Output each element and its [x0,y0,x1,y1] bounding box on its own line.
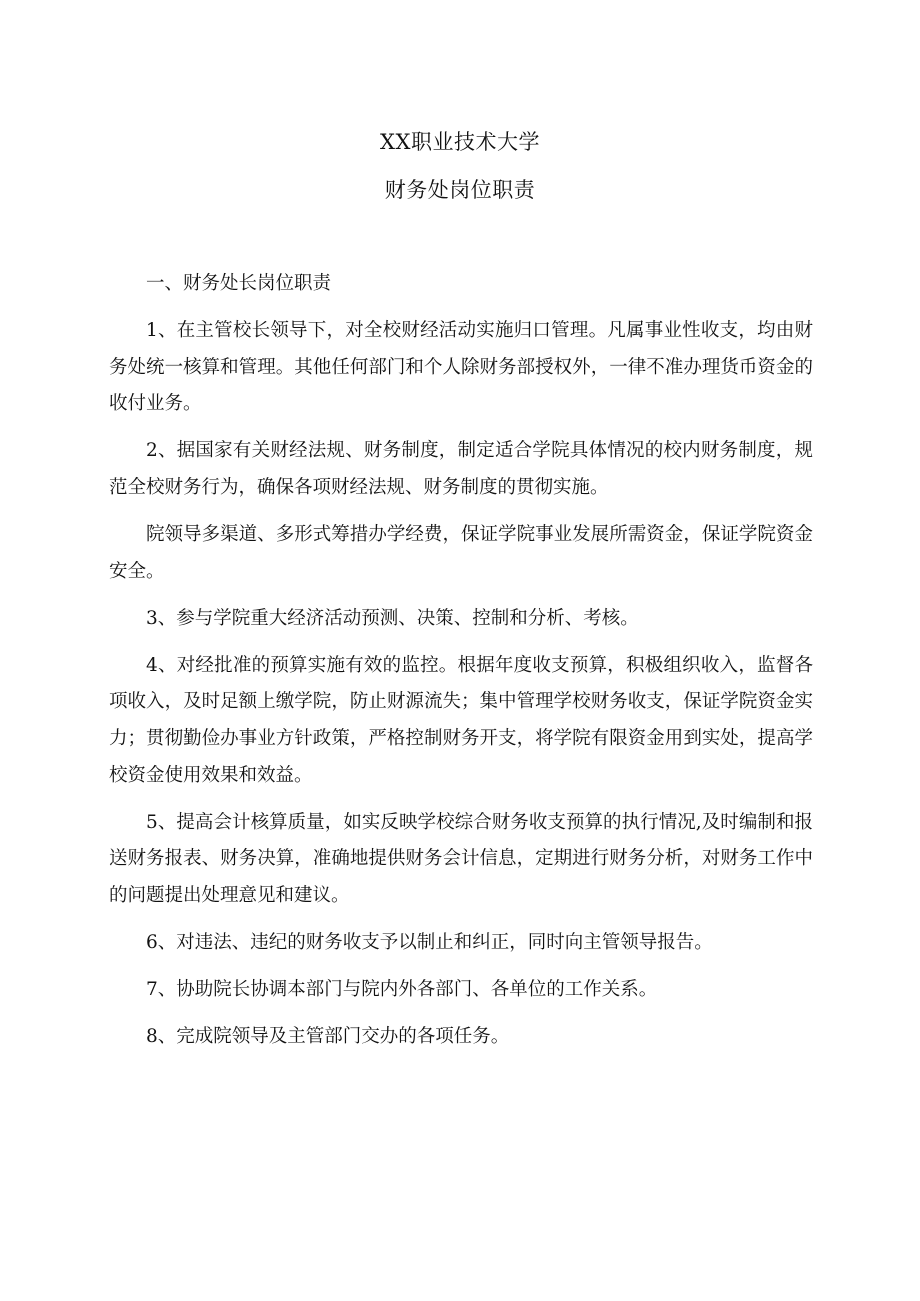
paragraph-3: 3、参与学院重大经济活动预测、决策、控制和分析、考核。 [146,607,639,629]
paragraph-1: 1、在主管校长领导下，对全校财经活动实施归口管理。凡属事业性收支，均由财务处统一核算和管理。其他任何部门和个人除财务部授权外，一律不准办理货币资金的收付业务。 [109,320,813,415]
paragraph-6: 6、对违法、违纪的财务收支予以制止和纠正，同时向主管领导报告。 [146,932,713,953]
paragraph-7: 7、协助院长协调本部门与院内外各部门、各单位的工作关系。 [146,979,658,1001]
document-subtitle: 财务处岗位职责 [384,178,536,202]
section-heading: 一、财务处长岗位职责 [146,273,332,294]
paragraph-4: 4、对经批准的预算实施有效的监控。根据年度收支预算，积极组织收入，监督各项收入，及时足额上缴学院，防止财源流失；集中管理学校财务收支，保证学院资金实力；贯彻勤俭办事业方针政策，严格控制财务开支，将学院有限资金用到实处，提高学校资金使用效果和效益。 [109,654,813,786]
paragraph-2: 2、据国家有关财经法规、财务制度，制定适合学院具体情况的校内财务制度，规范全校财务行为，确保各项财经法规、财务制度的贯彻实施。 [109,440,813,498]
document-title: XX职业技术大学 [380,130,540,154]
paragraph-2-continued: 院领导多渠道、多形式筹措办学经费，保证学院事业发展所需资金，保证学院资金安全。 [109,524,813,582]
document-body [109,266,813,1056]
paragraph-5: 5、提高会计核算质量，如实反映学校综合财务收支预算的执行情况,及时编制和报送财务报表、财务决算，准确地提供财务会计信息，定期进行财务分析，对财务工作中的问题提出处理意见和建议。 [109,811,813,906]
paragraph-8: 8、完成院领导及主管部门交办的各项任务。 [146,1026,510,1048]
